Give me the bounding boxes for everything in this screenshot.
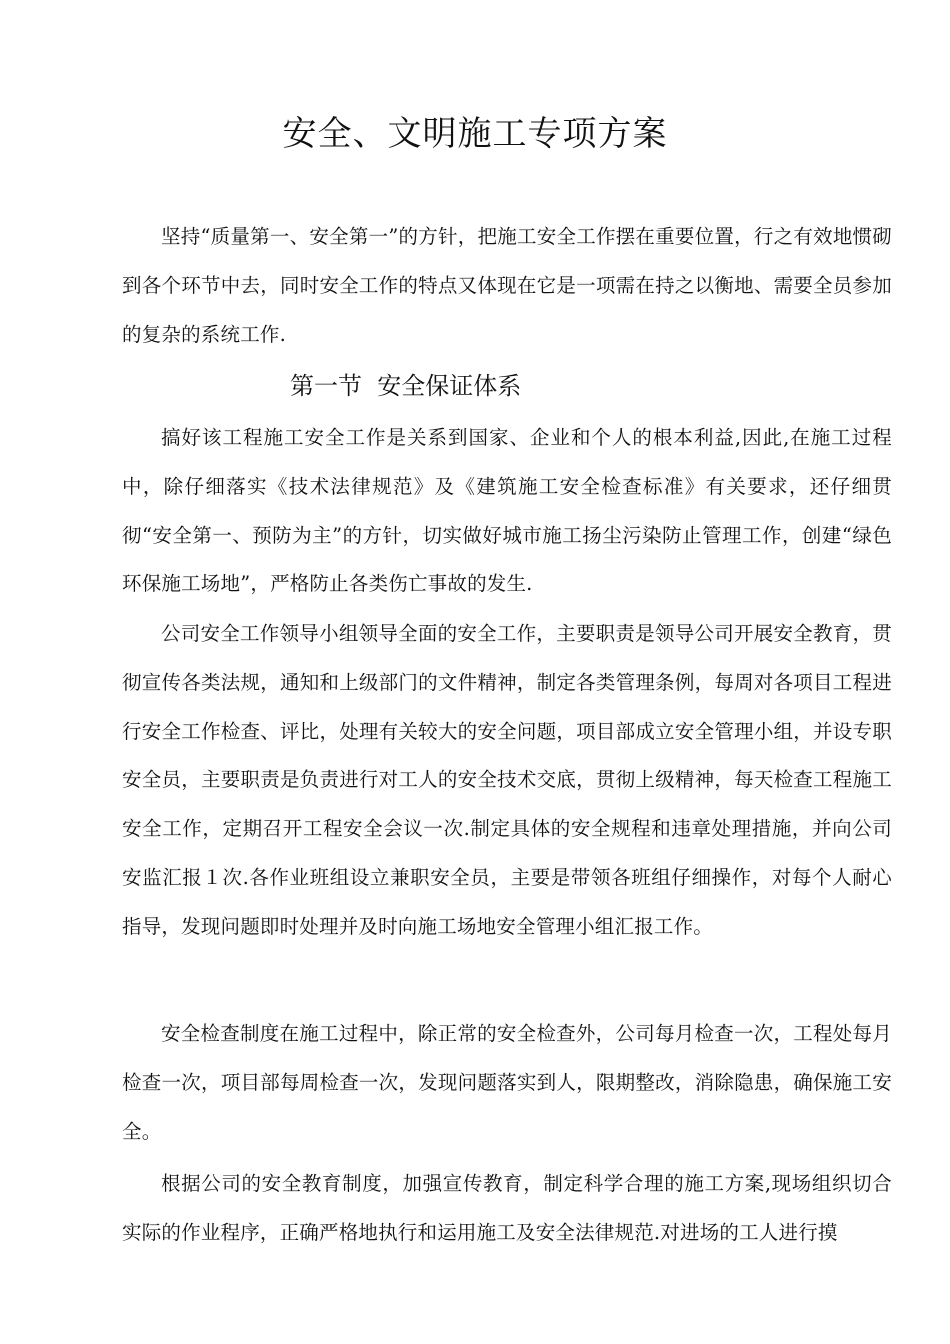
section-heading: 第一节 安全保证体系	[290, 372, 522, 400]
body-paragraph-4: 根据公司的安全教育制度，加强宣传教育，制定科学合理的施工方案,现场组织切合实际的作业程序，正确严格地执行和运用施工及安全法律规范.对进场的工人进行摸	[122, 1172, 892, 1244]
document-title: 安全、文明施工专项方案	[282, 114, 668, 154]
body-paragraph-1: 搞好该工程施工安全工作是关系到国家、企业和个人的根本利益,因此,在施工过程中，除仔细落实《技术法律规范》及《建筑施工安全检查标准》有关要求，还仔细贯彻“安全第一、预防为主”的方针，切实做好城市施工扬尘污染防止管理工作，创建“绿色环保施工场地”，严格防止各类伤亡事故的发生.	[122, 426, 892, 596]
intro-paragraph: 坚持“质量第一、安全第一”的方针，把施工安全工作摆在重要位置，行之有效地惯砌到各个环节中去，同时安全工作的特点又体现在它是一项需在持之以衡地、需要全员参加的复杂的系统工作.	[122, 225, 892, 346]
body-paragraph-2: 公司安全工作领导小组领导全面的安全工作，主要职责是领导公司开展安全教育，贯彻宣传各类法规，通知和上级部门的文件精神，制定各类管理条例，每周对各项目工程进行安全工作检查、评比，处理有关较大的安全问题，项目部成立安全管理小组，并设专职安全员，主要职责是负责进行对工人的安全技术交底，贯彻上级精神，每天检查工程施工安全工作，定期召开工程安全会议一次.制定具体的安全规程和违章处理措施，并向公司安监汇报１次.各作业班组设立兼职安全员，主要是带领各班组仔细操作，对每个人耐心指导，发现问题即时处理并及时向施工场地安全管理小组汇报工作。	[122, 622, 892, 938]
body-paragraph-3: 安全检查制度在施工过程中，除正常的安全检查外，公司每月检查一次，工程处每月检查一次，项目部每周检查一次，发现问题落实到人，限期整改，消除隐患，确保施工安全。	[122, 1022, 892, 1143]
